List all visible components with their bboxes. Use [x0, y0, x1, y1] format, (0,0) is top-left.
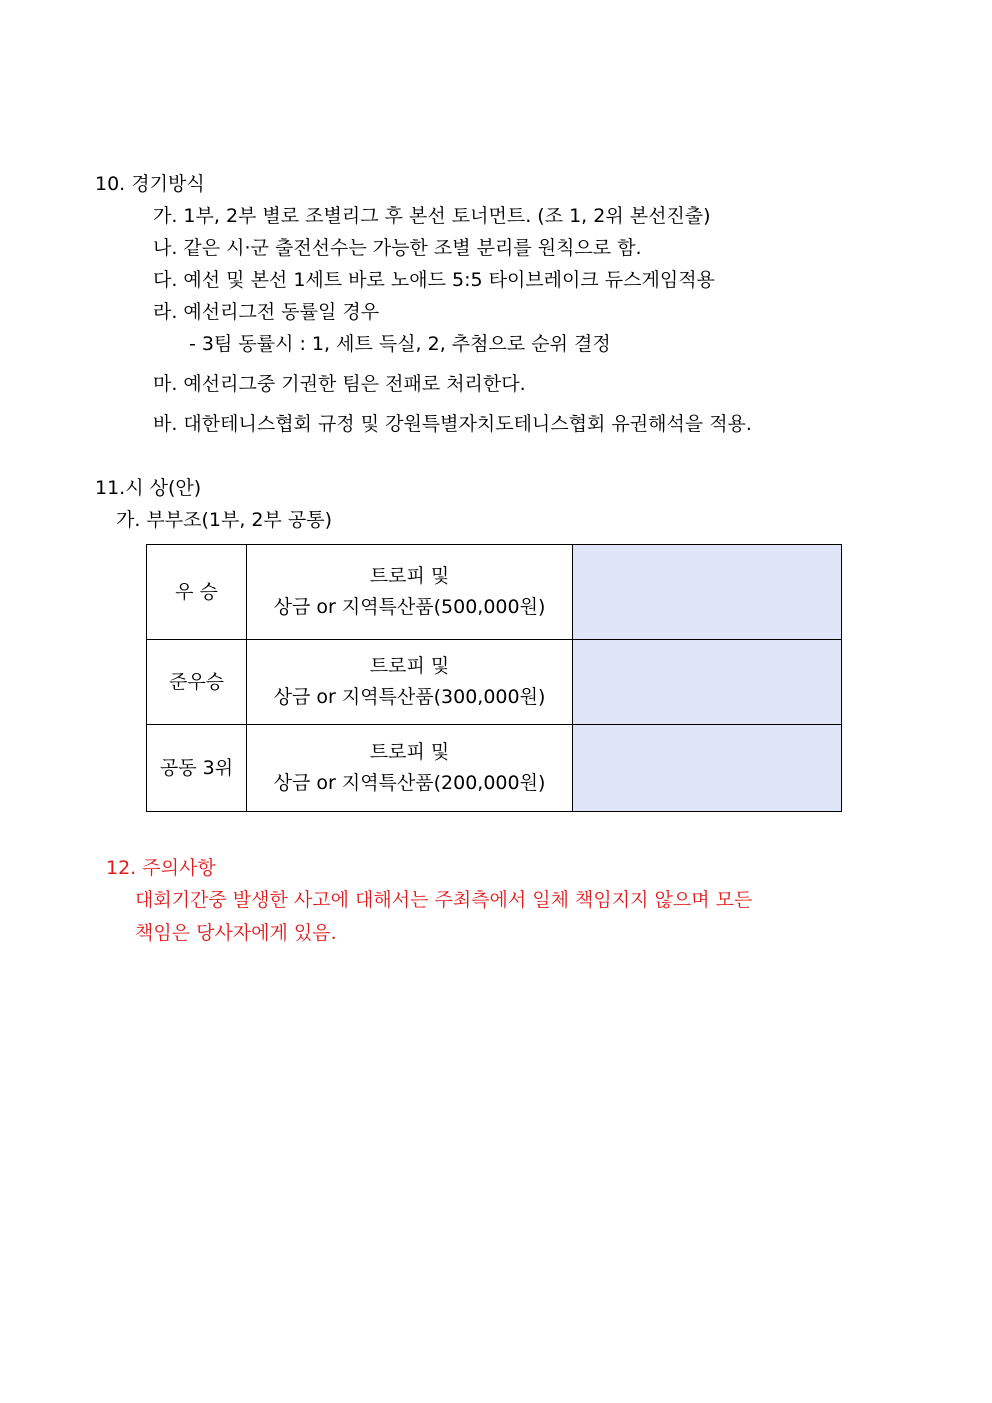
rank-cell: 공동 3위 [147, 725, 247, 812]
prize-table [146, 544, 842, 812]
rank-cell: 우 승 [147, 545, 247, 640]
notice-line-1: 대회기간중 발생한 사고에 대해서는 주최측에서 일체 책임지지 않으며 모든 [135, 889, 753, 911]
rule-item-ra-detail: - 3팀 동률시 : 1, 세트 득실, 2, 추첨으로 순위 결정 [189, 333, 611, 355]
prize-cell [247, 640, 573, 725]
prize-line-1: 트로피 및 [369, 655, 450, 677]
prize-cell [247, 545, 573, 640]
prize-line-1: 트로피 및 [369, 741, 450, 763]
notice-line-2: 책임은 당사자에게 있음. [135, 922, 337, 944]
prize-cell [247, 725, 573, 812]
prize-line-2: 상금 or 지역특산품(500,000원) [273, 596, 546, 618]
table-row [147, 640, 842, 725]
prize-line-2: 상금 or 지역특산품(200,000원) [273, 772, 546, 794]
section-11-subtitle: 가. 부부조(1부, 2부 공통) [116, 509, 333, 531]
table-row [147, 545, 842, 640]
rule-item-ma: 마. 예선리그중 기권한 팀은 전패로 처리한다. [153, 373, 526, 395]
note-cell [573, 640, 842, 725]
rank-cell: 준우승 [147, 640, 247, 725]
prize-line-1: 트로피 및 [369, 565, 450, 587]
section-12-title: 12. 주의사항 [106, 857, 216, 879]
note-cell [573, 545, 842, 640]
rule-item-na: 나. 같은 시·군 출전선수는 가능한 조별 분리를 원칙으로 함. [153, 237, 642, 259]
prize-line-2: 상금 or 지역특산품(300,000원) [273, 686, 546, 708]
rule-item-ga: 가. 1부, 2부 별로 조별리그 후 본선 토너먼트. (조 1, 2위 본선진출) [153, 205, 711, 227]
section-10-title: 10. 경기방식 [95, 173, 205, 195]
rule-item-ra: 라. 예선리그전 동률일 경우 [153, 301, 380, 323]
rule-item-da: 다. 예선 및 본선 1세트 바로 노애드 5:5 타이브레이크 듀스게임적용 [153, 269, 715, 291]
table-row [147, 725, 842, 812]
section-11-title: 11.시 상(안) [95, 477, 202, 499]
rule-item-ba: 바. 대한테니스협회 규정 및 강원특별자치도테니스협회 유권해석을 적용. [153, 413, 752, 435]
note-cell [573, 725, 842, 812]
